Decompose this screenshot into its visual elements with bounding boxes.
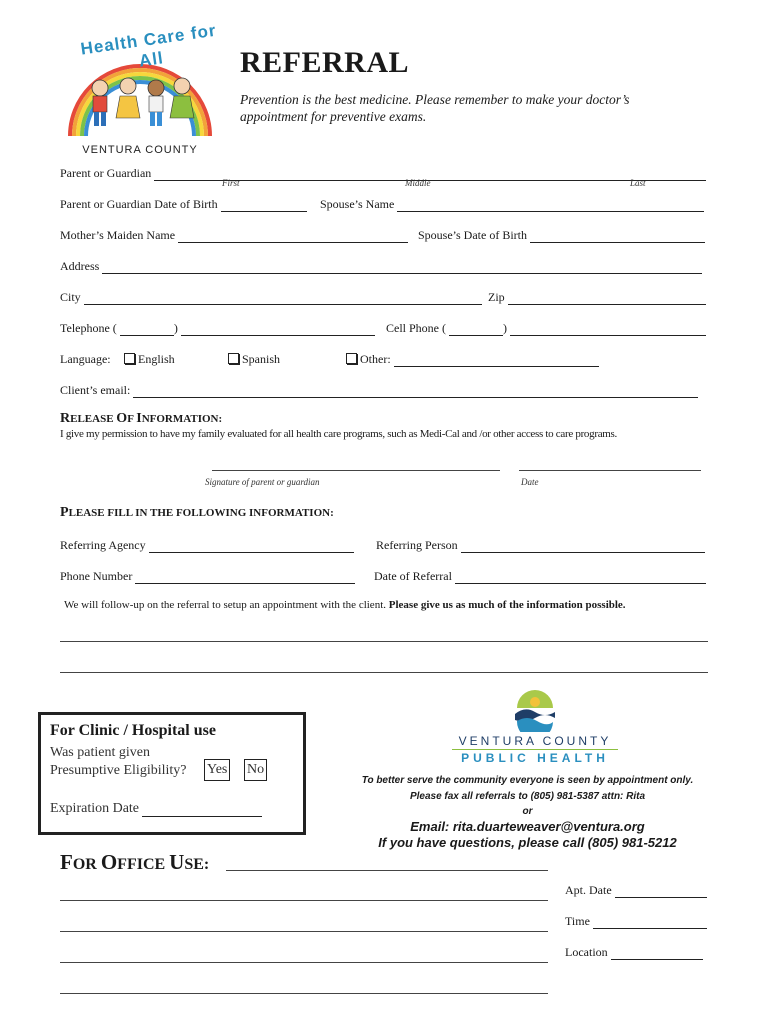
input-mothers-maiden[interactable] xyxy=(178,230,408,243)
field-location[interactable] xyxy=(565,945,703,960)
notice-or: or xyxy=(522,806,533,817)
label-client-email: Client’s email: xyxy=(60,383,131,397)
field-parent-dob[interactable] xyxy=(60,197,307,212)
field-phone-number[interactable] xyxy=(60,569,355,584)
notes-line-1[interactable] xyxy=(60,641,708,642)
label-parent-guardian: Parent or Guardian xyxy=(60,166,152,180)
input-telephone-number[interactable] xyxy=(181,323,375,336)
office-note-line-1[interactable] xyxy=(60,900,548,901)
input-spouse-dob[interactable] xyxy=(530,230,705,243)
kids-illustration-icon xyxy=(92,78,194,126)
input-cell-area[interactable] xyxy=(449,323,503,336)
page-title: REFERRAL xyxy=(240,46,410,79)
field-spouse-dob[interactable] xyxy=(418,228,705,243)
label-other: Other: xyxy=(360,352,391,366)
field-telephone[interactable] xyxy=(60,321,375,336)
field-referring-agency[interactable] xyxy=(60,538,354,553)
label-time: Time xyxy=(565,914,590,928)
field-address[interactable] xyxy=(60,259,702,274)
office-note-line-3[interactable] xyxy=(60,962,548,963)
notice-fax: Please fax all referrals to (805) 981-5387 attn: Rita xyxy=(409,791,646,802)
input-telephone-area[interactable] xyxy=(120,323,174,336)
checkbox-spanish[interactable] xyxy=(228,353,239,364)
subtitle-line-1: Prevention is the best medicine. Please remember to make your doctor’s xyxy=(240,92,630,107)
sub-first: First xyxy=(222,178,240,188)
subtitle-line-2: appointment for preventive exams. xyxy=(240,109,427,124)
input-expiration-date[interactable] xyxy=(142,802,262,817)
field-mothers-maiden[interactable] xyxy=(60,228,408,243)
label-spanish: Spanish xyxy=(242,352,281,366)
signature-label: Signature of parent or guardian xyxy=(205,477,320,487)
signature-date-line[interactable] xyxy=(519,470,701,471)
sub-middle: Middle xyxy=(405,178,431,188)
yes-option-box[interactable]: Yes xyxy=(204,759,230,781)
logo-county-text: VENTURA COUNTY xyxy=(82,144,198,156)
input-phone-number[interactable] xyxy=(135,571,355,584)
field-parent-guardian[interactable] xyxy=(60,166,706,181)
info-heading: PLEASE FILL IN THE FOLLOWING INFORMATION: xyxy=(60,505,334,520)
field-apt-date[interactable] xyxy=(565,883,707,898)
label-address: Address xyxy=(60,259,100,273)
label-telephone: Telephone ( xyxy=(60,321,117,335)
vcph-emblem-icon xyxy=(513,688,557,732)
no-option-box[interactable]: No xyxy=(244,759,267,781)
option-spanish[interactable] xyxy=(228,352,280,367)
field-time[interactable] xyxy=(565,914,707,929)
field-cell-phone[interactable] xyxy=(386,321,706,336)
label-date-of-referral: Date of Referral xyxy=(374,569,452,583)
label-mothers-maiden: Mother’s Maiden Name xyxy=(60,228,176,242)
field-referring-person[interactable] xyxy=(376,538,705,553)
logo-arc-text: Health Care for All xyxy=(79,20,218,71)
notes-line-2[interactable] xyxy=(60,672,708,673)
label-apt-date: Apt. Date xyxy=(565,883,612,897)
input-city[interactable] xyxy=(84,292,482,305)
checkbox-english[interactable] xyxy=(124,353,135,364)
field-expiration-date[interactable] xyxy=(50,801,262,817)
label-spouse-dob: Spouse’s Date of Birth xyxy=(418,228,527,242)
label-zip: Zip xyxy=(488,290,505,304)
release-heading: RELEASE OF INFORMATION: xyxy=(60,411,223,426)
input-address[interactable] xyxy=(102,261,702,274)
contact-phone: If you have questions, please call (805) 981-5212 xyxy=(378,835,677,850)
label-expiration-date: Expiration Date xyxy=(50,801,140,816)
clinic-box-line-2: Presumptive Eligibility? xyxy=(50,763,187,778)
field-spouse-name[interactable] xyxy=(320,197,704,212)
input-cell-number[interactable] xyxy=(510,323,706,336)
clinic-box-title: For Clinic / Hospital use xyxy=(50,722,216,739)
office-note-line-2[interactable] xyxy=(60,931,548,932)
clinic-box-line-1: Was patient given xyxy=(50,745,150,760)
input-referring-person[interactable] xyxy=(461,540,705,553)
label-spouse-name: Spouse’s Name xyxy=(320,197,395,211)
checkbox-other[interactable] xyxy=(346,353,357,364)
signature-date-label: Date xyxy=(521,477,539,487)
field-zip[interactable] xyxy=(488,290,706,305)
label-referring-agency: Referring Agency xyxy=(60,538,146,552)
label-location: Location xyxy=(565,945,608,959)
office-note-line-4[interactable] xyxy=(60,993,548,994)
input-date-of-referral[interactable] xyxy=(455,571,706,584)
signature-line[interactable] xyxy=(212,470,500,471)
contact-email[interactable]: Email: rita.duarteweaver@ventura.org xyxy=(410,819,645,834)
input-time[interactable] xyxy=(593,916,707,929)
release-text: I give my permission to have my family evaluated for all health care programs, such as Medi-Cal and /or other access to care programs. xyxy=(60,428,617,440)
input-spouse-name[interactable] xyxy=(397,199,704,212)
field-client-email[interactable] xyxy=(60,383,698,398)
field-date-of-referral[interactable] xyxy=(374,569,706,584)
followup-text: We will follow-up on the referral to setup an appointment with the client. Please give us as much of the information possible. xyxy=(64,599,626,611)
label-language: Language: xyxy=(60,352,111,366)
input-client-email[interactable] xyxy=(133,385,698,398)
input-zip[interactable] xyxy=(508,292,706,305)
vcph-line-1: VENTURA COUNTY xyxy=(458,734,612,748)
office-heading-line xyxy=(226,870,548,871)
label-telephone-close: ) xyxy=(173,321,178,335)
input-location[interactable] xyxy=(611,947,703,960)
vcph-line-2: PUBLIC HEALTH xyxy=(461,751,609,765)
notice-appointment: To better serve the community everyone is seen by appointment only. xyxy=(361,775,694,786)
input-parent-dob[interactable] xyxy=(221,199,307,212)
clinic-hospital-box xyxy=(38,712,306,835)
input-apt-date[interactable] xyxy=(615,885,707,898)
office-use-heading: FOR OFFICE USE: xyxy=(60,850,210,874)
label-city: City xyxy=(60,290,81,304)
option-english[interactable] xyxy=(124,352,175,367)
input-referring-agency[interactable] xyxy=(149,540,354,553)
input-other-language[interactable] xyxy=(394,354,599,367)
option-other[interactable] xyxy=(346,352,599,367)
label-cell-phone: Cell Phone ( xyxy=(386,321,446,335)
label-phone-number: Phone Number xyxy=(60,569,133,583)
sub-last: Last xyxy=(630,178,646,188)
field-city[interactable] xyxy=(60,290,482,305)
health-care-for-all-logo xyxy=(60,20,225,158)
label-parent-dob: Parent or Guardian Date of Birth xyxy=(60,197,218,211)
label-cell-close: ) xyxy=(503,321,507,335)
vcph-logo xyxy=(440,688,630,768)
label-referring-person: Referring Person xyxy=(376,538,458,552)
label-english: English xyxy=(138,352,175,366)
